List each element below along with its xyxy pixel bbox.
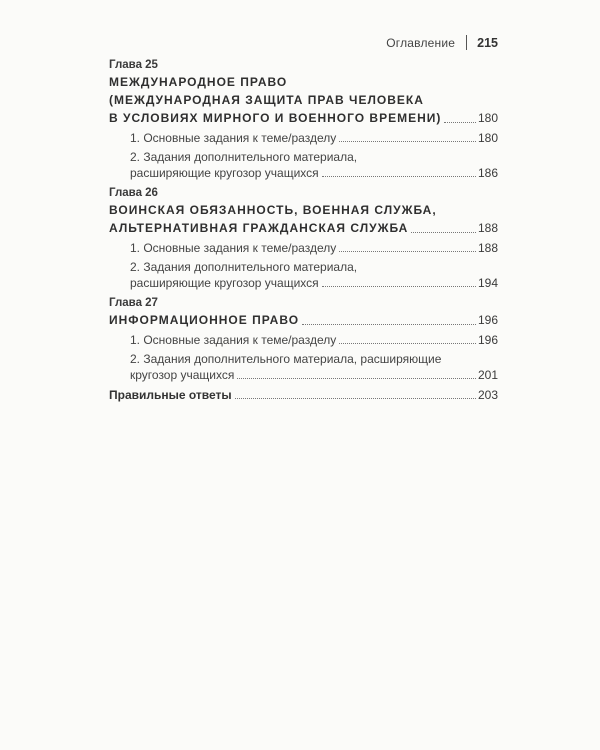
table-of-contents (109, 57, 498, 403)
toc-entry-chapter-title[interactable] (109, 311, 498, 329)
subsection-text: 2. Задания дополнительного материала, расширяющие (130, 352, 442, 366)
toc-answers (109, 387, 498, 403)
answers-text: Правильные ответы (109, 388, 232, 402)
page-ref: 188 (477, 241, 498, 255)
toc-entry-subsection[interactable] (130, 130, 498, 146)
dot-leader (339, 141, 476, 142)
dot-leader (444, 122, 476, 123)
dot-leader (302, 324, 476, 325)
toc-subsection (109, 259, 498, 291)
toc-entry-subsection[interactable] (130, 275, 498, 291)
page-ref: 201 (477, 368, 498, 382)
toc-entry-subsection[interactable] (130, 240, 498, 256)
toc-subsection (109, 149, 498, 181)
chapter-title-line: (МЕЖДУНАРОДНАЯ ЗАЩИТА ПРАВ ЧЕЛОВЕКА (109, 93, 424, 107)
toc-chapter-27 (109, 295, 498, 383)
chapter-title-line: МЕЖДУНАРОДНОЕ ПРАВО (109, 75, 288, 89)
toc-chapter-25 (109, 57, 498, 181)
chapter-label: Глава 27 (109, 297, 158, 309)
dot-leader (339, 343, 476, 344)
toc-entry-subsection[interactable] (130, 367, 498, 383)
page-ref: 203 (477, 388, 498, 402)
subsection-text: расширяющие кругозор учащихся (130, 166, 319, 180)
chapter-title-text: В УСЛОВИЯХ МИРНОГО И ВОЕННОГО ВРЕМЕНИ) (109, 111, 442, 125)
page-ref: 194 (477, 276, 498, 290)
dot-leader (237, 378, 476, 379)
dot-leader (339, 251, 476, 252)
toc-chapter-26 (109, 185, 498, 291)
chapter-label: Глава 26 (109, 187, 158, 199)
toc-subsection (109, 332, 498, 348)
chapter-title-line: ВОИНСКАЯ ОБЯЗАННОСТЬ, ВОЕННАЯ СЛУЖБА, (109, 203, 437, 217)
dot-leader (322, 176, 476, 177)
chapter-title-text: ИНФОРМАЦИОННОЕ ПРАВО (109, 313, 300, 327)
subsection-text: 2. Задания дополнительного материала, (130, 260, 358, 274)
header-divider (466, 35, 467, 50)
dot-leader (235, 398, 476, 399)
subsection-text: 2. Задания дополнительного материала, (130, 150, 358, 164)
toc-subsection (109, 130, 498, 146)
toc-entry-chapter-title[interactable] (109, 219, 498, 237)
dot-leader (411, 232, 476, 233)
page-ref: 196 (477, 313, 498, 327)
subsection-text: 1. Основные задания к теме/разделу (130, 241, 337, 255)
toc-entry-subsection[interactable] (130, 332, 498, 348)
page-ref: 180 (477, 111, 498, 125)
page-number: 215 (477, 35, 498, 50)
page-ref: 180 (477, 131, 498, 145)
toc-subsection (109, 351, 498, 383)
dot-leader (322, 286, 476, 287)
running-header-section: Оглавление (386, 35, 456, 50)
running-header (386, 35, 498, 50)
toc-entry-chapter-title[interactable] (109, 109, 498, 127)
subsection-text: кругозор учащихся (130, 368, 235, 382)
toc-entry-subsection[interactable] (130, 165, 498, 181)
subsection-text: 1. Основные задания к теме/разделу (130, 131, 337, 145)
subsection-text: расширяющие кругозор учащихся (130, 276, 319, 290)
page-ref: 196 (477, 333, 498, 347)
subsection-text: 1. Основные задания к теме/разделу (130, 333, 337, 347)
chapter-label: Глава 25 (109, 59, 158, 71)
toc-entry-answers[interactable] (109, 387, 498, 403)
toc-subsection (109, 240, 498, 256)
page-ref: 186 (477, 166, 498, 180)
chapter-title-text: АЛЬТЕРНАТИВНАЯ ГРАЖДАНСКАЯ СЛУЖБА (109, 221, 409, 235)
page-ref: 188 (477, 221, 498, 235)
